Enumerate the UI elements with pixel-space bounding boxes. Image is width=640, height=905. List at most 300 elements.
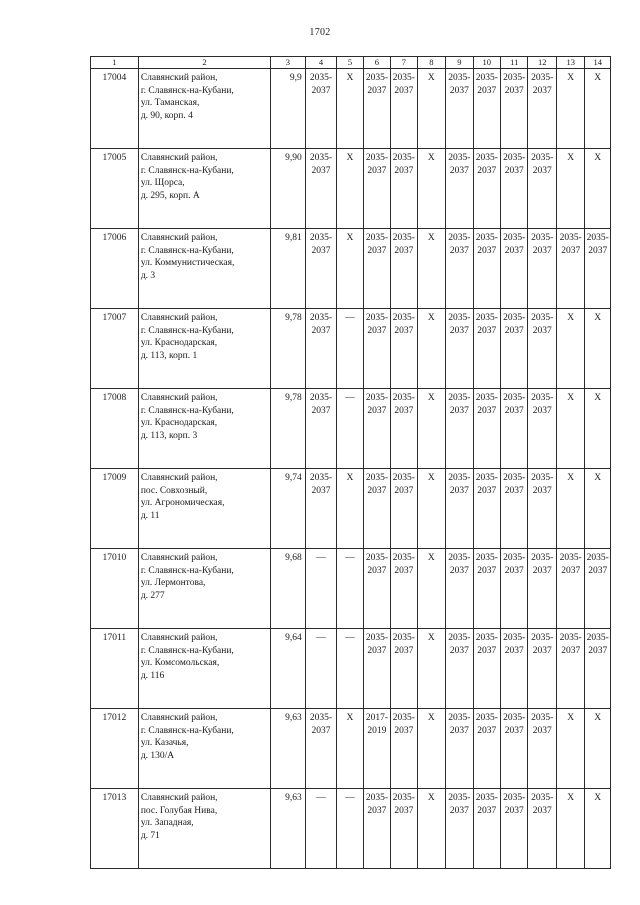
address-line: г. Славянск-на-Кубани, (140, 725, 234, 736)
period-end: 2037 (477, 726, 497, 736)
period-start: 2035- (309, 73, 333, 83)
period-end: 2037 (561, 646, 581, 656)
period-end: 2037 (532, 326, 552, 336)
period-end: 2037 (477, 806, 497, 816)
address-line: г. Славянск-на-Кубани, (140, 405, 234, 416)
not-applicable-cell: X (556, 309, 584, 389)
address-line: д. 113, корп. 1 (140, 350, 198, 361)
period-start: 2017- (365, 713, 388, 723)
period-cell (363, 389, 390, 469)
address-line: д. 277 (140, 590, 165, 601)
period-end: 2037 (394, 566, 414, 576)
empty-dash-cell: — (337, 629, 363, 709)
period-cell (305, 709, 337, 789)
not-applicable-cell: X (417, 629, 445, 709)
period-start: 2035- (503, 393, 526, 403)
period-cell (556, 629, 584, 709)
period-end: 2037 (504, 326, 524, 336)
period-start: 2035- (531, 713, 554, 723)
address-cell (138, 309, 270, 389)
capital-repair-schedule-table (90, 56, 611, 869)
period-cell (363, 709, 390, 789)
period-start: 2035- (448, 793, 471, 803)
period-start: 2035- (365, 473, 388, 483)
period-end: 2037 (561, 566, 581, 576)
period-start: 2035- (475, 633, 498, 643)
period-cell (556, 229, 584, 309)
column-header-10: 10 (473, 57, 500, 69)
period-end: 2037 (504, 166, 524, 176)
not-applicable-cell: X (556, 789, 584, 869)
period-cell (528, 709, 556, 789)
address-line: д. 113, корп. 3 (140, 430, 198, 441)
period-end: 2037 (367, 806, 387, 816)
period-start: 2035- (559, 553, 582, 563)
not-applicable-cell: X (556, 469, 584, 549)
period-end: 2037 (449, 486, 469, 496)
period-cell (363, 69, 390, 149)
period-end: 2037 (588, 246, 608, 256)
column-header-2: 2 (138, 57, 270, 69)
address-line: ул. Таманская, (140, 98, 200, 109)
period-cell (446, 229, 473, 309)
address-cell (138, 709, 270, 789)
address-line: пос. Совхозный, (140, 485, 208, 496)
address-line: Славянский район, (140, 153, 218, 163)
period-cell (473, 389, 500, 469)
period-cell (501, 69, 528, 149)
address-cell (138, 789, 270, 869)
address-cell (138, 149, 270, 229)
not-applicable-cell: X (417, 709, 445, 789)
address-line: Славянский район, (140, 553, 218, 563)
address-line: Славянский район, (140, 473, 218, 483)
period-cell (363, 229, 390, 309)
period-cell (585, 629, 611, 709)
period-start: 2035- (531, 553, 554, 563)
empty-dash-cell: — (337, 549, 363, 629)
period-cell (501, 229, 528, 309)
not-applicable-cell: X (585, 789, 611, 869)
period-end: 2037 (588, 566, 608, 576)
period-start: 2035- (392, 473, 415, 483)
address-line: г. Славянск-на-Кубани, (140, 245, 234, 256)
period-start: 2035- (475, 153, 498, 163)
value-cell: 9,81 (271, 229, 306, 309)
period-end: 2037 (588, 646, 608, 656)
period-cell (585, 549, 611, 629)
period-cell (501, 629, 528, 709)
period-start: 2035- (309, 313, 333, 323)
table-row (91, 229, 611, 309)
table-row (91, 469, 611, 549)
period-cell (446, 469, 473, 549)
empty-dash-cell: — (337, 789, 363, 869)
period-end: 2037 (477, 246, 497, 256)
period-start: 2035- (586, 553, 609, 563)
address-line: ул. Краснодарская, (140, 418, 218, 429)
period-end: 2037 (504, 86, 524, 96)
period-start: 2035- (503, 313, 526, 323)
period-start: 2035- (365, 633, 388, 643)
column-header-7: 7 (391, 57, 417, 69)
building-id-cell: 17006 (91, 229, 139, 309)
period-start: 2035- (531, 153, 554, 163)
table-row (91, 789, 611, 869)
period-end: 2037 (532, 166, 552, 176)
period-cell (363, 789, 390, 869)
period-end: 2037 (477, 566, 497, 576)
period-cell (473, 549, 500, 629)
empty-dash-cell: — (337, 389, 363, 469)
table-row (91, 309, 611, 389)
address-line: пос. Голубая Нива, (140, 805, 218, 816)
period-start: 2035- (365, 793, 388, 803)
empty-dash-cell: — (337, 309, 363, 389)
period-cell (473, 69, 500, 149)
period-cell (363, 309, 390, 389)
address-line: д. 130/А (140, 750, 175, 761)
table-body (91, 69, 611, 869)
period-cell (473, 469, 500, 549)
period-start: 2035- (365, 553, 388, 563)
period-start: 2035- (392, 233, 415, 243)
period-cell (305, 69, 337, 149)
period-start: 2035- (531, 793, 554, 803)
period-end: 2037 (394, 646, 414, 656)
period-end: 2037 (311, 406, 331, 416)
building-id-cell: 17004 (91, 69, 139, 149)
column-header-4: 4 (305, 57, 337, 69)
period-cell (473, 789, 500, 869)
period-start: 2035- (475, 233, 498, 243)
period-start: 2035- (392, 73, 415, 83)
address-line: д. 11 (140, 510, 160, 521)
value-cell: 9,78 (271, 389, 306, 469)
period-start: 2035- (392, 793, 415, 803)
period-cell (305, 389, 337, 469)
period-start: 2035- (503, 713, 526, 723)
address-line: д. 90, корп. 4 (140, 110, 193, 121)
period-cell (528, 229, 556, 309)
not-applicable-cell: X (556, 389, 584, 469)
period-start: 2035- (475, 793, 498, 803)
period-cell (556, 549, 584, 629)
period-cell (446, 69, 473, 149)
period-end: 2037 (532, 806, 552, 816)
not-applicable-cell: X (556, 69, 584, 149)
period-end: 2037 (504, 486, 524, 496)
period-cell (528, 389, 556, 469)
not-applicable-cell: X (417, 789, 445, 869)
period-end: 2037 (561, 246, 581, 256)
empty-dash-cell: — (305, 629, 337, 709)
period-end: 2037 (532, 86, 552, 96)
period-start: 2035- (392, 553, 415, 563)
value-cell: 9,74 (271, 469, 306, 549)
address-cell (138, 629, 270, 709)
period-end: 2037 (394, 726, 414, 736)
period-start: 2035- (475, 713, 498, 723)
period-end: 2037 (367, 246, 387, 256)
not-applicable-cell: X (337, 69, 363, 149)
address-line: г. Славянск-на-Кубани, (140, 85, 234, 96)
period-end: 2037 (504, 806, 524, 816)
period-cell (391, 229, 417, 309)
period-start: 2035- (392, 313, 415, 323)
address-line: ул. Агрономическая, (140, 498, 225, 509)
not-applicable-cell: X (585, 69, 611, 149)
period-start: 2035- (475, 313, 498, 323)
period-start: 2035- (448, 713, 471, 723)
address-line: ул. Лермонтова, (140, 578, 206, 589)
period-start: 2035- (448, 233, 471, 243)
address-line: Славянский район, (140, 793, 218, 803)
period-end: 2037 (504, 646, 524, 656)
period-start: 2035- (531, 393, 554, 403)
period-end: 2037 (367, 566, 387, 576)
period-start: 2035- (448, 633, 471, 643)
period-end: 2037 (449, 726, 469, 736)
column-header-6: 6 (363, 57, 390, 69)
table-row (91, 629, 611, 709)
period-start: 2035- (475, 553, 498, 563)
not-applicable-cell: X (417, 389, 445, 469)
period-end: 2037 (311, 86, 331, 96)
period-cell (501, 789, 528, 869)
period-end: 2037 (311, 166, 331, 176)
period-end: 2037 (532, 566, 552, 576)
period-end: 2037 (532, 486, 552, 496)
period-cell (363, 629, 390, 709)
period-start: 2035- (365, 233, 388, 243)
period-cell (501, 149, 528, 229)
address-line: Славянский район, (140, 233, 218, 243)
period-cell (528, 789, 556, 869)
period-cell (446, 709, 473, 789)
period-end: 2037 (449, 166, 469, 176)
table-row (91, 149, 611, 229)
column-header-9: 9 (446, 57, 473, 69)
address-line: г. Славянск-на-Кубани, (140, 565, 234, 576)
not-applicable-cell: X (417, 69, 445, 149)
address-line: д. 116 (140, 670, 165, 681)
period-cell (473, 629, 500, 709)
period-cell (528, 549, 556, 629)
period-cell (363, 549, 390, 629)
value-cell: 9,64 (271, 629, 306, 709)
period-end: 2037 (477, 406, 497, 416)
empty-dash-cell: — (305, 789, 337, 869)
period-cell (446, 789, 473, 869)
period-cell (528, 69, 556, 149)
period-start: 2035- (309, 473, 333, 483)
period-start: 2035- (448, 553, 471, 563)
period-cell (501, 709, 528, 789)
not-applicable-cell: X (417, 149, 445, 229)
period-start: 2035- (365, 153, 388, 163)
period-end: 2037 (449, 566, 469, 576)
address-line: Славянский район, (140, 313, 218, 323)
period-start: 2035- (503, 153, 526, 163)
address-line: Славянский район, (140, 73, 218, 83)
period-cell (363, 469, 390, 549)
period-start: 2035- (531, 313, 554, 323)
period-start: 2035- (503, 633, 526, 643)
period-cell (305, 309, 337, 389)
period-cell (305, 149, 337, 229)
period-cell (585, 229, 611, 309)
period-end: 2037 (477, 486, 497, 496)
period-end: 2037 (394, 86, 414, 96)
period-start: 2035- (503, 793, 526, 803)
period-cell (528, 149, 556, 229)
address-line: ул. Казачья, (140, 738, 189, 749)
period-start: 2035- (503, 73, 526, 83)
period-start: 2035- (503, 553, 526, 563)
address-line: Славянский район, (140, 713, 218, 723)
period-end: 2037 (311, 326, 331, 336)
not-applicable-cell: X (337, 709, 363, 789)
address-line: ул. Щорса, (140, 178, 185, 189)
period-start: 2035- (586, 233, 609, 243)
period-cell (391, 709, 417, 789)
period-end: 2037 (532, 406, 552, 416)
period-end: 2037 (449, 326, 469, 336)
address-cell (138, 469, 270, 549)
not-applicable-cell: X (585, 469, 611, 549)
column-header-14: 14 (585, 57, 611, 69)
empty-dash-cell: — (305, 549, 337, 629)
period-start: 2035- (448, 153, 471, 163)
period-start: 2035- (392, 393, 415, 403)
period-cell (501, 469, 528, 549)
not-applicable-cell: X (337, 469, 363, 549)
period-start: 2035- (309, 233, 333, 243)
period-end: 2037 (394, 166, 414, 176)
period-end: 2037 (504, 566, 524, 576)
address-line: ул. Комсомольская, (140, 658, 220, 669)
value-cell: 9,90 (271, 149, 306, 229)
building-id-cell: 17010 (91, 549, 139, 629)
column-header-8: 8 (417, 57, 445, 69)
period-end: 2037 (504, 246, 524, 256)
period-end: 2037 (477, 86, 497, 96)
period-end: 2037 (311, 486, 331, 496)
period-cell (473, 309, 500, 389)
period-start: 2035- (586, 633, 609, 643)
column-header-12: 12 (528, 57, 556, 69)
period-end: 2037 (504, 726, 524, 736)
period-start: 2035- (503, 473, 526, 483)
period-end: 2037 (367, 326, 387, 336)
period-end: 2037 (449, 246, 469, 256)
column-number-row (91, 57, 611, 69)
period-cell (446, 549, 473, 629)
period-start: 2035- (365, 393, 388, 403)
column-header-5: 5 (337, 57, 363, 69)
address-line: ул. Западная, (140, 818, 194, 829)
not-applicable-cell: X (556, 709, 584, 789)
address-line: г. Славянск-на-Кубани, (140, 165, 234, 176)
address-line: д. 3 (140, 270, 156, 281)
period-cell (501, 389, 528, 469)
address-line: Славянский район, (140, 633, 218, 643)
address-cell (138, 229, 270, 309)
address-line: г. Славянск-на-Кубани, (140, 645, 234, 656)
period-end: 2019 (367, 726, 387, 736)
period-end: 2037 (367, 86, 387, 96)
value-cell: 9,68 (271, 549, 306, 629)
table-row (91, 389, 611, 469)
period-cell (446, 309, 473, 389)
period-cell (473, 149, 500, 229)
table-row (91, 549, 611, 629)
period-cell (305, 229, 337, 309)
period-end: 2037 (449, 806, 469, 816)
period-start: 2035- (531, 73, 554, 83)
building-id-cell: 17012 (91, 709, 139, 789)
period-cell (446, 389, 473, 469)
period-start: 2035- (309, 393, 333, 403)
not-applicable-cell: X (585, 149, 611, 229)
period-start: 2035- (309, 153, 333, 163)
period-end: 2037 (449, 406, 469, 416)
period-cell (391, 69, 417, 149)
period-cell (391, 629, 417, 709)
address-line: ул. Краснодарская, (140, 338, 218, 349)
building-id-cell: 17009 (91, 469, 139, 549)
building-id-cell: 17011 (91, 629, 139, 709)
not-applicable-cell: X (417, 309, 445, 389)
period-start: 2035- (475, 473, 498, 483)
column-header-3: 3 (271, 57, 306, 69)
period-start: 2035- (365, 73, 388, 83)
address-line: д. 71 (140, 830, 160, 841)
not-applicable-cell: X (556, 149, 584, 229)
period-end: 2037 (394, 806, 414, 816)
period-end: 2037 (367, 166, 387, 176)
period-cell (501, 549, 528, 629)
period-start: 2035- (392, 633, 415, 643)
not-applicable-cell: X (585, 389, 611, 469)
not-applicable-cell: X (337, 229, 363, 309)
period-cell (391, 469, 417, 549)
period-start: 2035- (475, 393, 498, 403)
address-cell (138, 389, 270, 469)
period-start: 2035- (559, 633, 582, 643)
period-end: 2037 (449, 646, 469, 656)
period-end: 2037 (367, 486, 387, 496)
period-end: 2037 (532, 726, 552, 736)
table-row (91, 69, 611, 149)
not-applicable-cell: X (337, 149, 363, 229)
period-cell (528, 629, 556, 709)
period-cell (473, 229, 500, 309)
table-row (91, 709, 611, 789)
period-end: 2037 (394, 326, 414, 336)
period-cell (446, 629, 473, 709)
period-cell (391, 149, 417, 229)
period-end: 2037 (311, 726, 331, 736)
period-start: 2035- (531, 633, 554, 643)
column-header-11: 11 (501, 57, 528, 69)
period-cell (391, 789, 417, 869)
not-applicable-cell: X (585, 709, 611, 789)
period-cell (446, 149, 473, 229)
period-start: 2035- (392, 713, 415, 723)
period-cell (528, 469, 556, 549)
